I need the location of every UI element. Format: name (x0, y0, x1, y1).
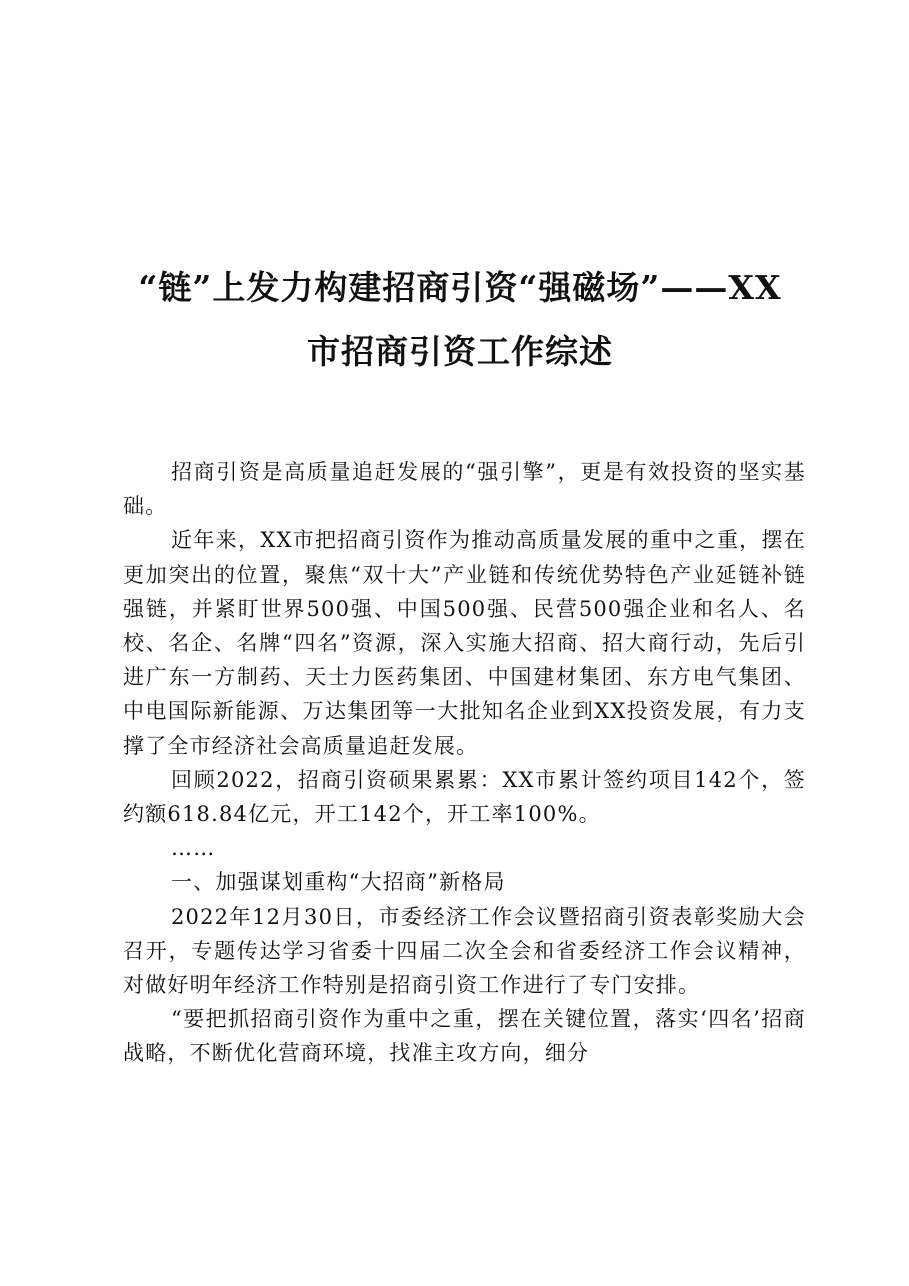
paragraph-review: 回顾2022，招商引资硕果累累：XX市累计签约项目142个，签约额618.84亿元，开工142个，开工率100%。 (123, 767, 806, 827)
paragraph-quote: “要把抓招商引资作为重中之重，摆在关键位置，落实‘四名’招商战略，不断优化营商环境，找准主攻方向，细分 (123, 1007, 806, 1066)
paragraph-overview: 近年来，XX市把招商引资作为推动高质量发展的重中之重，摆在更加突出的位置，聚焦“双十大”产业链和传统优势特色产业延链补链强链，并紧盯世界500强、中国500强、民营500强企业和名人、名校、名企、名牌“四名”资源，深入实施大招商、招大商行动，先后引进广东一方制药、天士力医药集团、中国建材集团、东方电气集团、中电国际新能源、万达集团等一大批知名企业到XX投资发展，有力支撑了全市经济社会高质量追赶发展。 (123, 528, 806, 758)
paragraph-intro: 招商引资是高质量追赶发展的“强引擎”，更是有效投资的坚实基础。 (123, 460, 806, 519)
paragraph-ellipsis: …… (171, 836, 216, 861)
section-heading-1: 一、加强谋划重构“大招商”新格局 (171, 870, 506, 895)
document-body (123, 455, 806, 1071)
paragraph-meeting: 2022年12月30日，市委经济工作会议暨招商引资表彰奖励大会召开，专题传达学习省委十四届二次全会和省委经济工作会议精神，对做好明年经济工作特别是招商引资工作进行了专门安排。 (123, 904, 806, 998)
document-title-line-2: 市招商引资工作综述 (307, 332, 613, 371)
document-title-line-1: “链”上发力构建招商引资“强磁场”——XX (138, 268, 782, 307)
